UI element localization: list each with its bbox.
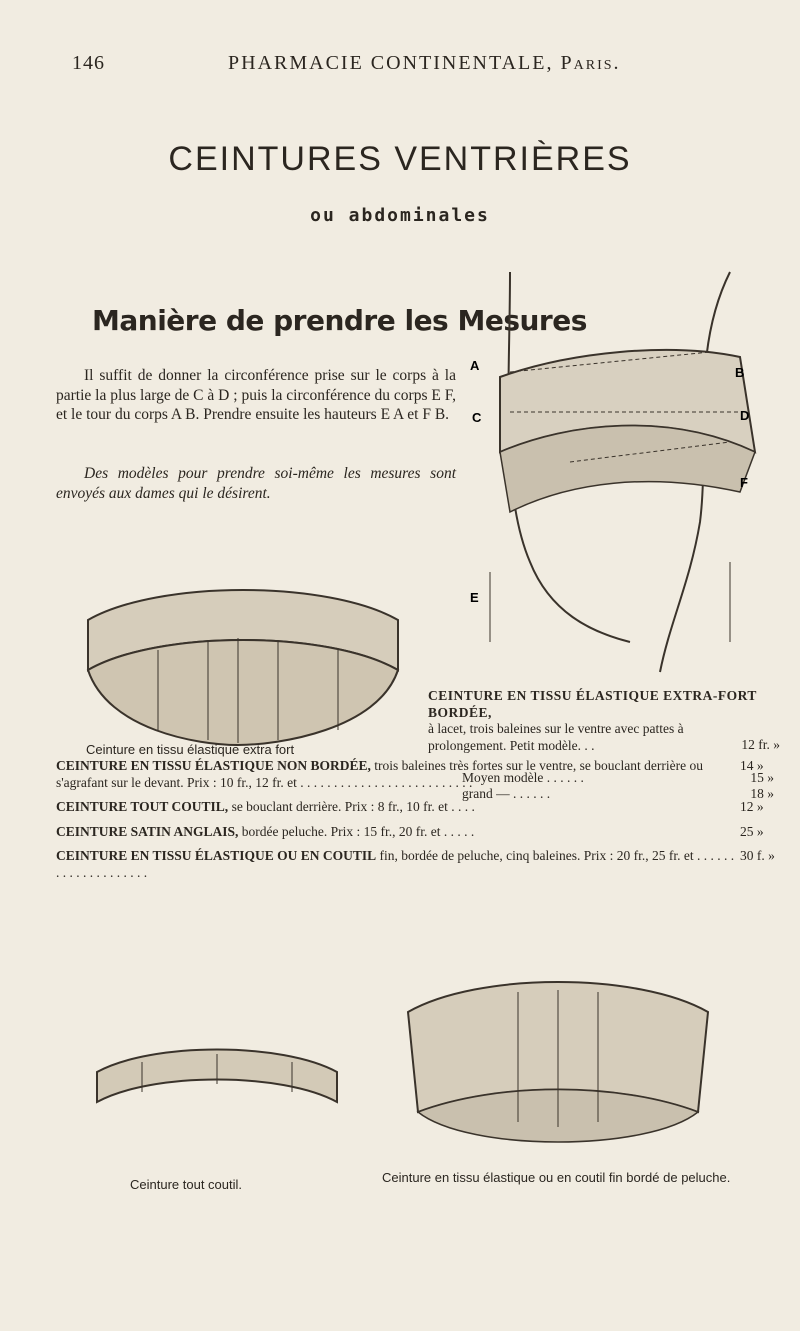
list-item: CEINTURE TOUT COUTIL, se bouclant derrière. Prix : 8 fr., 10 fr. et . . . . 12 »	[56, 799, 764, 814]
product-desc: à lacet, trois baleines sur le ventre avec pattes à prolongement. Petit modèle. . .	[428, 721, 684, 753]
measures-paragraph: Il suffit de donner la circonférence prise sur le corps à la partie la plus large de C à D ; puis la circonférence du corps E F, et le tour du corps A B. Prendre ensuite les hauteurs E A et F B.	[56, 367, 456, 423]
size-medium: Moyen modèle . . . . . .	[462, 770, 584, 785]
measures-heading: Manière de prendre les Mesures	[92, 304, 587, 337]
belt-illustration-fine	[398, 952, 718, 1162]
size-large: grand — . . . . . .	[462, 786, 551, 801]
page-title: CEINTURES VENTRIÈRES	[168, 140, 632, 178]
label-c: C	[472, 410, 482, 425]
price-large: 18 »	[750, 786, 774, 801]
measures-note: Des modèles pour prendre soi-même les mesures sont envoyés aux dames qui le désirent.	[56, 465, 456, 502]
product-elastic-extra	[428, 688, 788, 801]
price-small: 12 fr. »	[741, 737, 780, 752]
product-list	[56, 758, 780, 881]
list-item: CEINTURE EN TISSU ÉLASTIQUE NON BORDÉE, trois baleines très fortes sur le ventre, se bouclant derrière ou s'agrafant sur le devant. Prix : 10 fr., 12 fr. et . . . . . . . . . . . . . . . . . . . . . . . . . . 14 »	[56, 758, 764, 790]
list-item: CEINTURE SATIN ANGLAIS, bordée peluche. Prix : 15 fr., 20 fr. et . . . . . 25 »	[56, 823, 764, 839]
caption-elastic-belt: Ceinture en tissu élastique extra fort	[86, 742, 295, 757]
list-item: CEINTURE EN TISSU ÉLASTIQUE OU EN COUTIL fin, bordée de peluche, cinq baleines. Prix : 20 fr., 25 fr. et . . . . . . . . . . . . . . . . . . . . 30 f. »	[56, 848, 775, 880]
price-medium: 15 »	[750, 770, 774, 785]
measurement-figure	[470, 262, 760, 682]
belt-illustration-coutil	[92, 1032, 342, 1122]
page-subtitle: ou abdominales	[310, 205, 490, 226]
belt-illustration-elastic	[78, 560, 408, 750]
label-b: B	[735, 365, 745, 380]
running-title: PHARMACIE CONTINENTALE, Paris.	[228, 52, 621, 74]
label-e: E	[470, 590, 479, 605]
caption-coutil: Ceinture tout coutil.	[130, 1177, 243, 1192]
label-a: A	[470, 358, 480, 373]
product-title: CEINTURE EN TISSU ÉLASTIQUE EXTRA-FORT BORDÉE,	[428, 688, 757, 720]
label-f: F	[740, 475, 748, 490]
caption-fine-belt: Ceinture en tissu élastique ou en coutil fin bordé de peluche.	[382, 1170, 731, 1185]
page-header	[60, 52, 760, 82]
label-d: D	[740, 408, 750, 423]
page-number: 146	[72, 52, 105, 74]
